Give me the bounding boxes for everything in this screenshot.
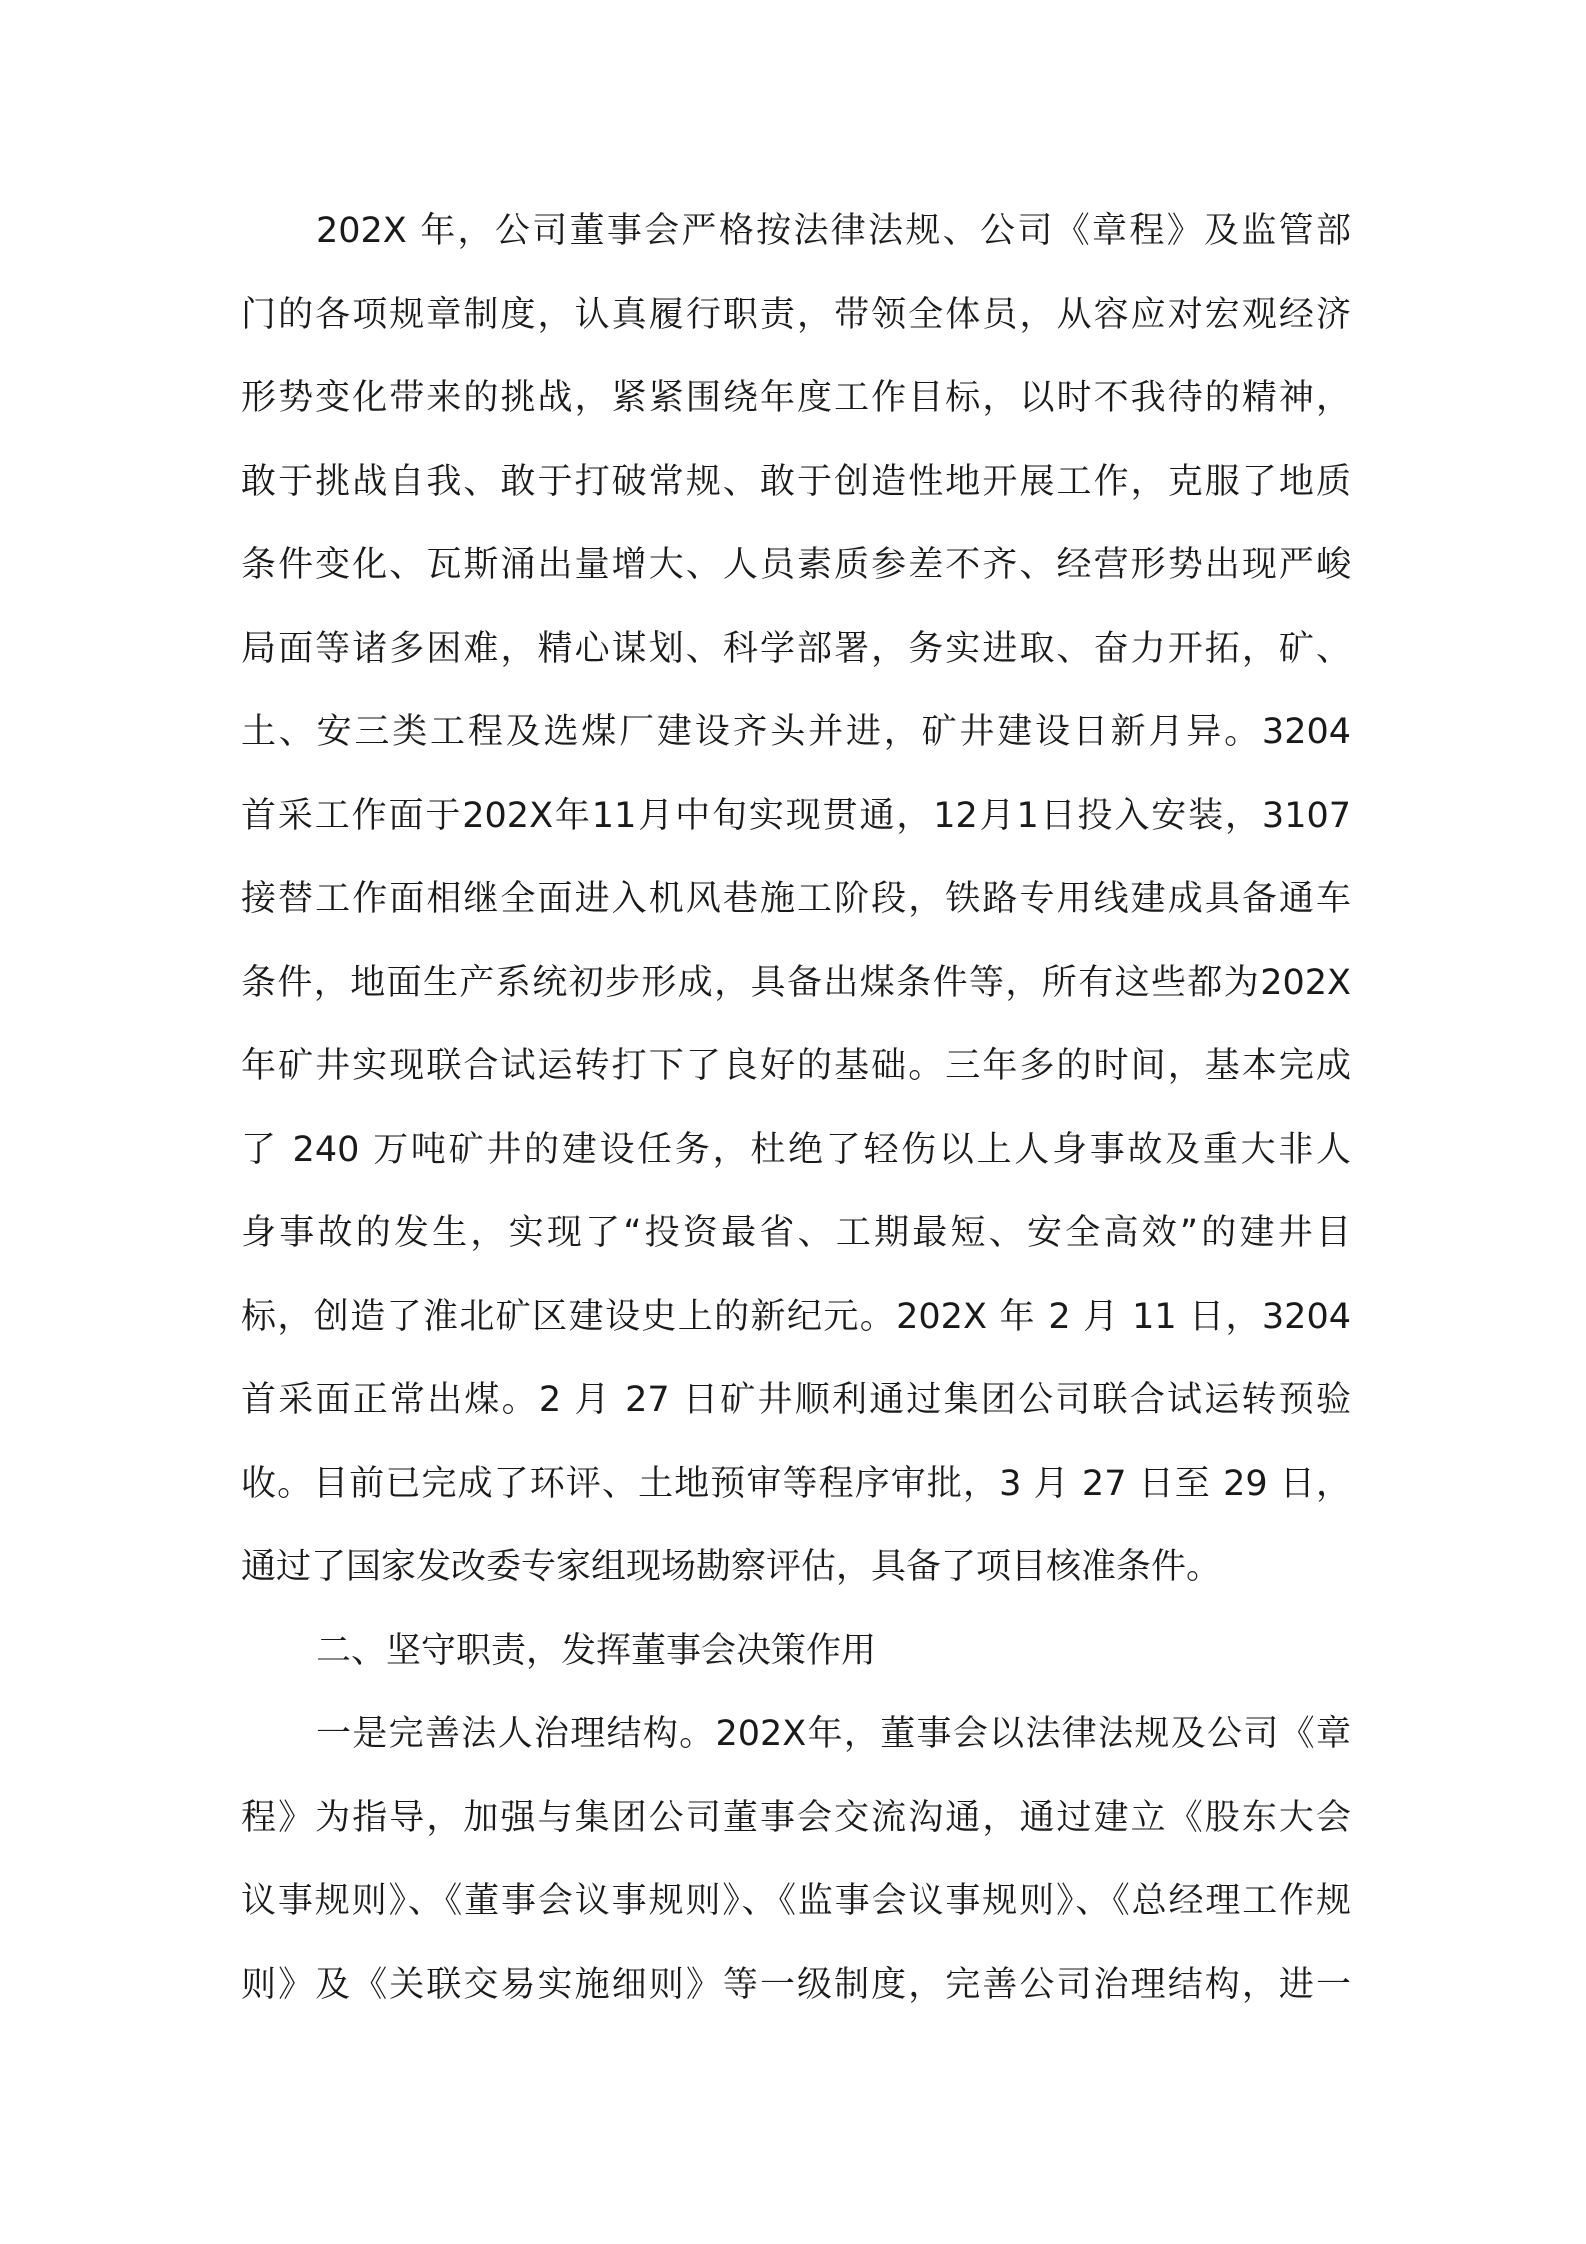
document-body: [241, 190, 1351, 2027]
paragraph-line: 接替工作面相继全面进入机风巷施工阶段，铁路专用线建成具备通车: [241, 879, 1351, 919]
paragraph-line: 收。目前已完成了环评、土地预审等程序审批，3 月 27 日至 29 日，: [241, 1463, 1351, 1504]
paragraph-line: 202X 年，公司董事会严格按法律法规、公司《章程》及监管部: [316, 211, 1351, 251]
paragraph-line: 一是完善法人治理结构。202X年，董事会以法律法规及公司《章: [316, 1714, 1351, 1754]
paragraph-line: 形势变化带来的挑战，紧紧围绕年度工作目标，以时不我待的精神，: [241, 378, 1351, 418]
paragraph-line: 程》为指导，加强与集团公司董事会交流沟通，通过建立《股东大会: [241, 1797, 1351, 1838]
paragraph-line: 条件变化、瓦斯涌出量增大、人员素质参差不齐、经营形势出现严峻: [241, 545, 1351, 585]
paragraph-line: 土、安三类工程及选煤厂建设齐头并进，矿井建设日新月异。3204: [241, 712, 1351, 752]
paragraph-line: 年矿井实现联合试运转打下了良好的基础。三年多的时间，基本完成: [241, 1046, 1351, 1086]
paragraph-line: 议事规则》、《董事会议事规则》、《监事会议事规则》、《总经理工作规: [241, 1881, 1351, 1921]
paragraph-line: 了 240 万吨矿井的建设任务，杜绝了轻伤以上人身事故及重大非人: [241, 1129, 1351, 1170]
paragraph-line: 门的各项规章制度，认真履行职责，带领全体员，从容应对宏观经济: [241, 294, 1351, 335]
paragraph-line: 局面等诸多困难，精心谋划、科学部署，务实进取、奋力开拓，矿、: [241, 628, 1351, 669]
paragraph-line: 敢于挑战自我、敢于打破常规、敢于创造性地开展工作，克服了地质: [241, 461, 1351, 502]
paragraph-line: 标，创造了淮北矿区建设史上的新纪元。202X 年 2 月 11 日，3204: [241, 1296, 1351, 1337]
section-heading: 二、坚守职责，发挥董事会决策作用: [316, 1630, 877, 1671]
paragraph-line: 通过了国家发改委专家组现场勘察评估，具备了项目核准条件。: [241, 1547, 1222, 1587]
paragraph-line: 首采面正常出煤。2 月 27 日矿井顺利通过集团公司联合试运转预验: [241, 1380, 1351, 1420]
paragraph-line: 则》及《关联交易实施细则》等一级制度，完善公司治理结构，进一: [241, 1964, 1351, 2005]
paragraph-line: 身事故的发生，实现了“投资最省、工期最短、安全高效”的建井目: [241, 1213, 1351, 1253]
paragraph-line: 首采工作面于202X年11月中旬实现贯通，12月1日投入安装，3107: [241, 795, 1351, 836]
paragraph-line: 条件，地面生产系统初步形成，具备出煤条件等，所有这些都为202X: [241, 962, 1351, 1003]
